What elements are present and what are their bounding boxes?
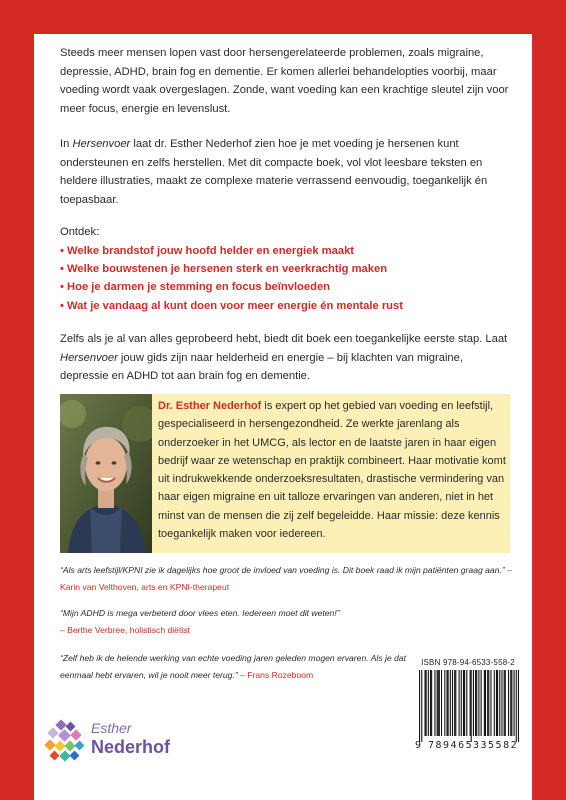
- quote-attribution: – Berthe Verbree, holistisch diëtist: [60, 625, 190, 635]
- barcode-bar: [481, 670, 482, 736]
- author-name: Dr. Esther Nederhof: [158, 400, 262, 412]
- isbn-number: ISBN 978-94-6533-558-2: [421, 658, 515, 667]
- p2-lead: In: [60, 138, 73, 150]
- barcode-bar: [437, 670, 438, 736]
- quote-text: “Als arts leefstijl/KPNI zie ik dagelijks hoe groot de invloed van voeding is. Dit boek raad ik mijn patiënten graag aan.”: [60, 565, 505, 575]
- barcode-bar: [439, 670, 440, 736]
- barcode-bar: [455, 670, 456, 736]
- author-bio: [158, 397, 506, 543]
- discover-item: • Welke brandstof jouw hoofd helder en energiek maakt: [60, 244, 355, 257]
- barcode-bar: [459, 670, 460, 736]
- barcode-bar: [496, 670, 497, 736]
- barcode-bar: [426, 670, 427, 736]
- barcode-bar: [494, 670, 495, 736]
- barcode-bar: [430, 670, 431, 736]
- logo-last-name: Nederhof: [91, 737, 171, 757]
- isbn-barcode: [415, 658, 521, 762]
- barcode-bar: [516, 670, 517, 742]
- author-bio-text: is expert op het gebied van voeding en leefstijl, gespecialiseerd in hersengezondheid. Ze werkte jarenlang als onderzoeker in het UMCG, als lector en de laatste jaren in haar eigen bedrijf waar ze wetenschap en praktijk combineert. Haar motivatie komt uit indrukwekkende onderzoeksresultaten, drastische vermindering van haar eigen migraine en uit talloze ervaringen van anderen, niet in het minst van de mensen die zij zelf begeleidde. Haar missie: deze kennis toegankelijk maken voor iedereen.: [158, 400, 506, 541]
- barcode-bar: [471, 670, 472, 742]
- barcode-bar: [450, 670, 451, 736]
- barcode-bar: [466, 670, 467, 736]
- book-title-italic: Hersenvoer: [72, 138, 131, 150]
- barcode-bar: [473, 670, 474, 736]
- barcode-bar: [488, 670, 489, 736]
- barcode-bar: [461, 670, 462, 736]
- quote-text: “Mijn ADHD is mega verbeterd door vlees eten. Iedereen moet dit weten!”: [60, 608, 340, 618]
- barcode-right-digits: 335582: [473, 740, 519, 751]
- discover-item: • Hoe je darmen je stemming en focus beïnvloeden: [60, 281, 330, 294]
- barcode-bar: [464, 670, 465, 736]
- barcode-bar: [485, 670, 486, 736]
- quote-attribution: – Karin van Velthoven, arts en KPNI-therapeut: [60, 565, 512, 592]
- barcode-bar: [490, 670, 491, 736]
- barcode-bar: [487, 670, 488, 736]
- barcode-bar: [421, 670, 422, 742]
- barcode-bar: [438, 670, 439, 736]
- discover-list: [60, 242, 512, 316]
- barcode-bar: [504, 670, 505, 736]
- barcode-first-digit: 9: [415, 740, 422, 751]
- quote-attribution: – Frans Rozeboom: [237, 670, 314, 680]
- p2-text: laat dr. Esther Nederhof zien hoe je met voeding je hersenen kunt ondersteunen en zelfs herstellen. Met dit compacte boek, vol vlot leesbare teksten en heldere illustraties, maakt ze complexe materie verrassend eenvoudig, toegankelijk én toepasbaar.: [60, 138, 488, 206]
- barcode-bar: [484, 670, 485, 736]
- barcode-bar: [478, 670, 479, 736]
- closing-part2: jouw gids zijn naar helderheid en energie – bij klachten van migraine, depressie en ADHD tot aan brain fog en dementie.: [60, 351, 463, 383]
- barcode-bar: [476, 670, 477, 736]
- testimonial-quote: [60, 562, 512, 596]
- barcode-bar: [434, 670, 435, 736]
- intro-paragraph: Steeds meer mensen lopen vast door hersengerelateerde problemen, zoals migraine, depressie, ADHD, brain fog en dementie. Er komen allerlei behandelopties voorbij, maar voeding wordt vaak overgeslagen. Zonde, want voeding kan een krachtige sleutel zijn voor meer focus, energie en levenslust.: [60, 47, 509, 115]
- discover-item: • Wat je vandaag al kunt doen voor meer energie én mentale rust: [60, 299, 403, 312]
- barcode-bar: [470, 670, 471, 736]
- barcode-bar: [424, 670, 425, 736]
- closing-part1: Zelfs als je al van alles geprobeerd hebt, biedt dit boek een toegankelijke eerste stap. Laat: [60, 333, 508, 345]
- discover-section: [60, 223, 512, 315]
- barcode-bar: [518, 670, 519, 742]
- barcode-bar: [511, 670, 512, 736]
- barcode-bar: [452, 670, 453, 736]
- barcode-bar: [499, 670, 500, 736]
- barcode-bar: [441, 670, 442, 736]
- barcode-bar: [501, 670, 502, 736]
- barcode-bar: [419, 670, 420, 742]
- barcode-bar: [463, 670, 464, 736]
- barcode-bar: [497, 670, 498, 736]
- barcode-left-digits: 789465: [428, 740, 474, 751]
- testimonial-quote: [60, 650, 420, 684]
- barcode-bar: [508, 670, 509, 736]
- barcode-bar: [431, 670, 432, 736]
- barcode-bar: [448, 670, 449, 736]
- back-cover-page: [34, 34, 532, 800]
- closing-paragraph: [60, 330, 512, 386]
- barcode-bar: [514, 670, 515, 736]
- barcode-bar: [505, 670, 506, 736]
- logo-first-name: Esther: [91, 720, 132, 736]
- barcode-bar: [454, 670, 455, 736]
- book-description-paragraph: [60, 135, 512, 209]
- barcode-bar: [475, 670, 476, 736]
- barcode-bar: [446, 670, 447, 736]
- book-title-italic: Hersenvoer: [60, 351, 118, 364]
- quote-text: “Zelf heb ik de helende werking van echte voeding jaren geleden mogen ervaren. Als je dat eenmaal hebt ervaren, wil je nooit meer terug.”: [60, 653, 407, 680]
- discover-heading: Ontdek:: [60, 226, 100, 238]
- barcode-bar: [510, 670, 511, 736]
- discover-item: • Welke bouwstenen je hersenen sterk en veerkrachtig maken: [60, 263, 388, 275]
- barcode-bars: [419, 670, 519, 742]
- testimonial-quote: [60, 605, 512, 639]
- barcode-bar: [428, 670, 429, 736]
- logo-mosaic-icon: [43, 719, 87, 763]
- author-photo: [60, 394, 152, 553]
- barcode-bar: [444, 670, 445, 736]
- publisher-logo: [43, 717, 173, 767]
